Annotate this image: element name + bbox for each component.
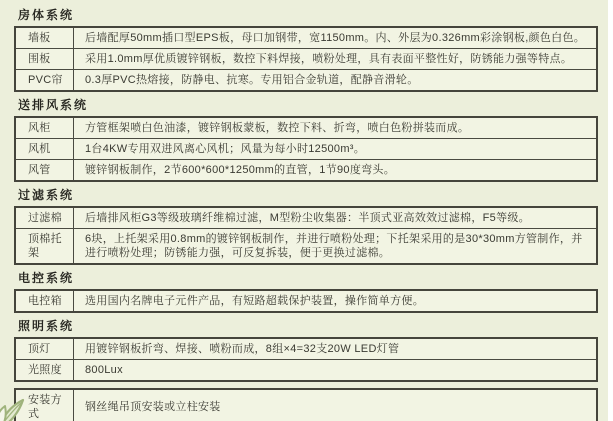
spec-table [14,337,598,382]
row-value: 钢丝绳吊顶安装或立柱安装 [85,401,221,413]
table-row [16,228,596,263]
row-label: 安装方式 [16,390,74,421]
spec-table [14,26,598,92]
row-label: 风管 [16,160,74,180]
row-label: 顶灯 [16,339,74,359]
spec-section [14,388,598,421]
row-label: 电控箱 [16,291,74,311]
spec-section [14,271,598,313]
row-value: 1台4KW专用双进风离心风机；风量为每小时12500m³。 [85,143,366,155]
row-value: 0.3厚PVC热熔接，防静电、抗寒。专用铝合金轨道，配静音滑轮。 [85,74,419,86]
row-label: 风机 [16,139,74,159]
row-label: 过滤棉 [16,208,74,228]
row-value: 用镀锌钢板折弯、焊接、喷粉而成，8组×4=32支20W LED灯管 [85,343,400,355]
section-title: 房体系统 [18,8,75,22]
row-label: 墙板 [16,28,74,48]
spec-section [14,319,598,382]
row-label: 顶棉托架 [16,229,74,263]
table-row [16,339,596,359]
spec-sections-container [14,8,598,421]
spec-table [14,116,598,182]
row-value: 方管框架喷白色油漆，镀锌钢板蒙板，数控下料、折弯，喷白色粉拼装而成。 [85,122,470,134]
table-row [16,159,596,180]
table-row [16,48,596,69]
row-value: 6块，上托架采用0.8mm的镀锌钢板制作，并进行喷粉处理；下托架采用的是30*30mm方管制作，并进行喷粉处理；防锈能力强，可反复拆装，便于更换过滤棉。 [85,233,583,259]
spec-table [14,388,598,421]
spec-section [14,188,598,265]
spec-table [14,206,598,265]
section-title: 送排风系统 [18,98,89,112]
row-value: 800Lux [85,364,123,376]
table-row [16,69,596,90]
section-title: 过滤系统 [18,188,75,202]
section-title: 照明系统 [18,319,75,333]
row-value: 后墙配厚50mm插口型EPS板，母口加钢带，宽1150mm。内、外层为0.326mm彩涂钢板,颜色白色。 [85,32,586,44]
row-value: 选用国内名牌电子元件产品，有短路超载保护装置，操作简单方便。 [85,295,424,307]
row-label: 围板 [16,49,74,69]
page-right-margin [608,0,613,421]
spec-table [14,289,598,313]
table-row [16,359,596,380]
row-label: 光照度 [16,360,74,380]
row-label: PVC帘 [16,70,74,90]
row-label: 风柜 [16,118,74,138]
table-row [16,118,596,138]
row-value: 后墙排风柜G3等级玻璃纤维棉过滤，M型粉尘收集器：半顶式亚高效效过滤棉，F5等级。 [85,212,530,224]
table-row [16,390,596,421]
table-row [16,28,596,48]
spec-section [14,98,598,182]
section-title: 电控系统 [18,271,75,285]
spec-section [14,8,598,92]
table-row [16,291,596,311]
row-value: 镀锌钢板制作，2节600*600*1250mm的直管，1节90度弯头。 [85,164,396,176]
row-value: 采用1.0mm厚优质镀锌钢板，数控下料焊接，喷粉处理，具有表面平整性好，防锈能力强等特点。 [85,53,573,65]
table-row [16,138,596,159]
table-row [16,208,596,228]
